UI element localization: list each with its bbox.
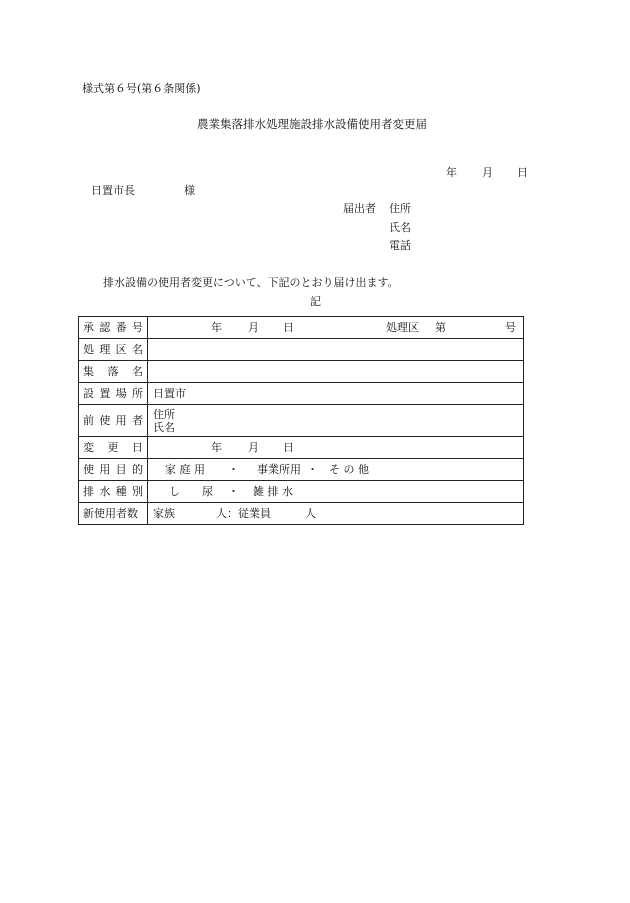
row-approval-number <box>79 317 524 339</box>
label-district-name: 処 理 区 名 <box>79 339 148 361</box>
row-village-name <box>79 361 524 383</box>
row-purpose <box>79 459 524 481</box>
purpose-household[interactable]: 家 庭 用 <box>165 463 205 476</box>
label-previous-user: 前 使 用 者 <box>79 405 148 437</box>
date-month: 月 <box>482 166 493 179</box>
change-year: 年 <box>211 441 222 454</box>
previous-user-address-label: 住所 <box>153 407 175 421</box>
value-location[interactable]: 日置市 <box>148 383 524 405</box>
new-users-employees: 人：従業員 <box>216 507 271 520</box>
drain-gray-water[interactable]: 雑 排 水 <box>253 485 293 498</box>
new-users-family: 家族 <box>153 507 175 520</box>
purpose-other[interactable]: そ の 他 <box>329 463 369 476</box>
label-approval-number: 承 認 番 号 <box>79 317 148 339</box>
form-table <box>78 316 524 525</box>
value-district-name[interactable] <box>148 339 524 361</box>
label-village-name: 集 落 名 <box>79 361 148 383</box>
approval-go: 号 <box>505 321 516 334</box>
addressee-honorific: 様 <box>184 184 195 197</box>
drain-sewage[interactable]: し 尿 <box>169 485 213 498</box>
approval-dai: 第 <box>435 321 446 334</box>
purpose-business[interactable]: 事業所用 <box>257 463 301 476</box>
change-month: 月 <box>248 441 259 454</box>
label-change-date: 変 更 日 <box>79 437 148 459</box>
applicant-label: 届出者 <box>343 202 376 215</box>
change-day: 日 <box>283 441 294 454</box>
label-new-users: 新使用者数 <box>79 503 148 525</box>
row-drain-type <box>79 481 524 503</box>
applicant-address-label: 住所 <box>389 202 411 215</box>
row-location <box>79 383 524 405</box>
form-title: 農業集落排水処理施設排水設備使用者変更届 <box>197 117 427 131</box>
approval-month: 月 <box>248 321 259 334</box>
addressee-name: 日置市長 <box>91 184 135 197</box>
form-number: 様式第６号(第６条関係) <box>82 82 201 95</box>
value-previous-user[interactable] <box>148 405 524 437</box>
row-new-users <box>79 503 524 525</box>
value-change-date[interactable] <box>148 437 524 459</box>
body-text: 排水設備の使用者変更について、下記のとおり届け出ます。 <box>103 276 399 289</box>
row-previous-user <box>79 405 524 437</box>
label-drain-type: 排 水 種 別 <box>79 481 148 503</box>
approval-year: 年 <box>211 321 222 334</box>
approval-district-label: 処理区 <box>386 321 419 334</box>
row-district-name <box>79 339 524 361</box>
value-new-users[interactable] <box>148 503 524 525</box>
applicant-name-label: 氏名 <box>389 221 411 234</box>
value-approval-number[interactable] <box>148 317 524 339</box>
value-purpose: 家 庭 用 ・ 事業所用 ・ そ の 他 <box>148 459 524 481</box>
ki-mark: 記 <box>310 295 321 308</box>
value-drain-type: し 尿 ・ 雑 排 水 <box>148 481 524 503</box>
value-village-name[interactable] <box>148 361 524 383</box>
date-day: 日 <box>517 166 528 179</box>
row-change-date <box>79 437 524 459</box>
label-purpose: 使 用 目 的 <box>79 459 148 481</box>
date-year: 年 <box>446 166 457 179</box>
applicant-phone-label: 電話 <box>389 239 411 252</box>
approval-day: 日 <box>283 321 294 334</box>
new-users-people: 人 <box>305 507 316 520</box>
label-location: 設 置 場 所 <box>79 383 148 405</box>
previous-user-name-label: 氏名 <box>153 420 175 434</box>
